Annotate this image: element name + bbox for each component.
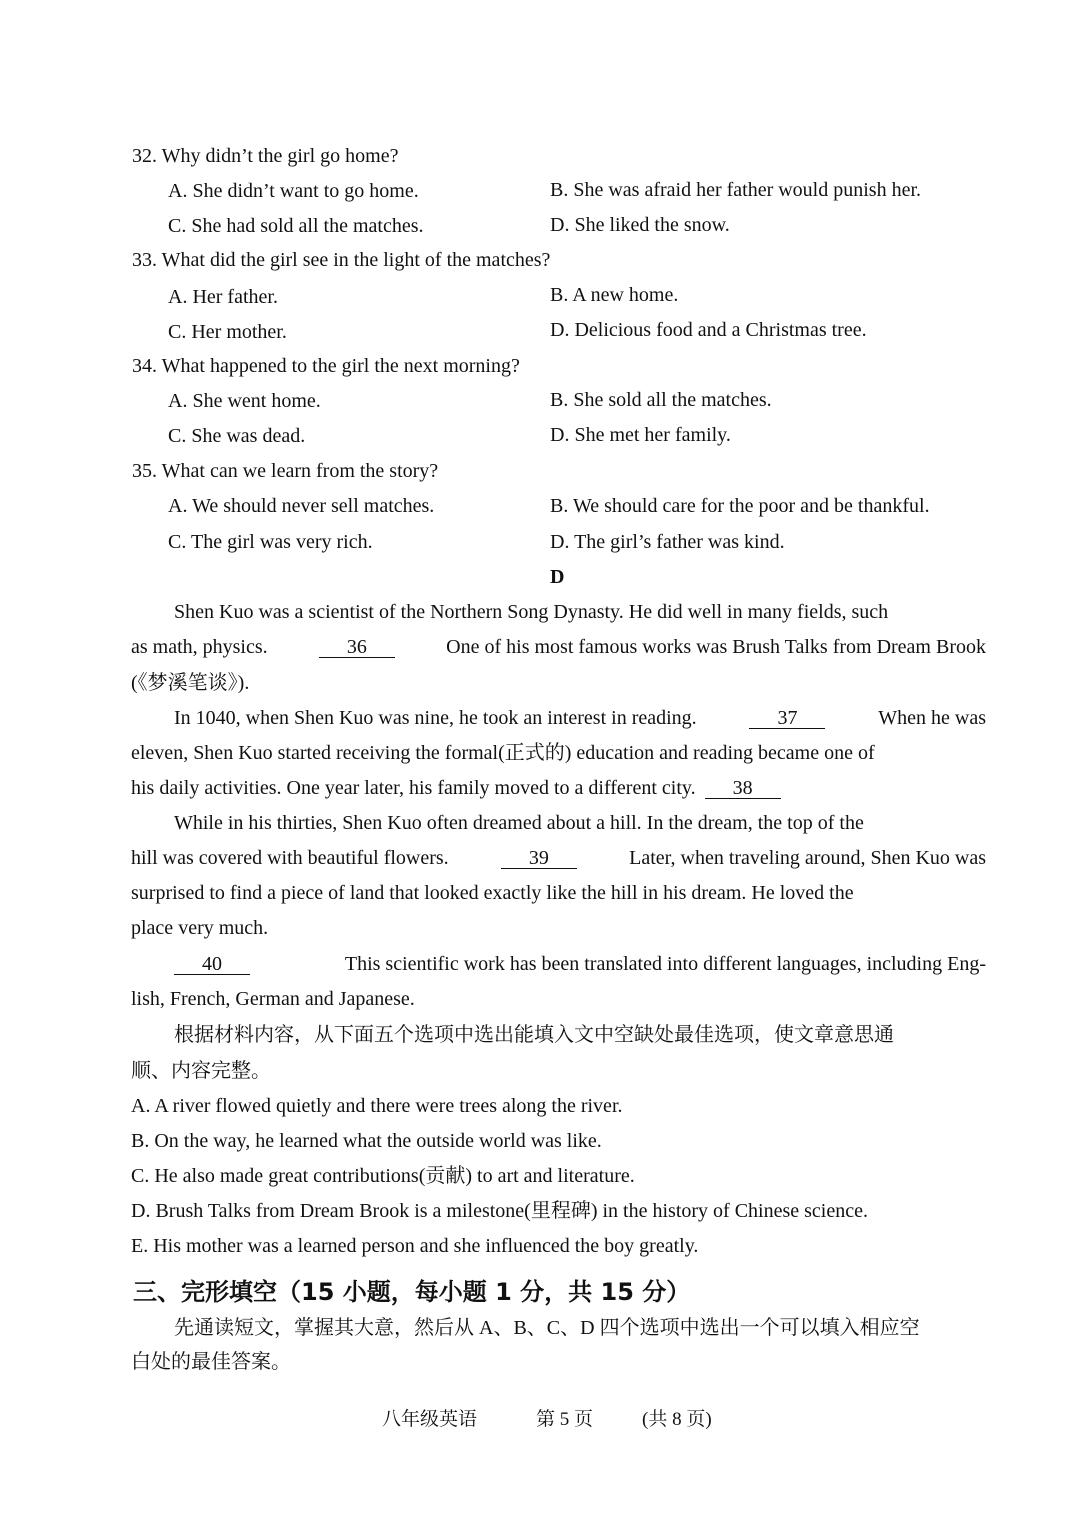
blank-39: 39 <box>501 848 577 869</box>
blank-36: 36 <box>319 637 395 658</box>
intro-text: 先通读短文，掌握其大意，然后从 A、B、C、D 四个选项中选出一个可以填入相应空 <box>174 1317 920 1339</box>
passage-p3-line1 <box>174 813 986 833</box>
passage-p1-line2 <box>131 637 986 658</box>
choice-d: D. Brush Talks from Dream Brook is a milestone(里程碑) in the history of Chinese science. <box>131 1200 868 1222</box>
passage-text: as math, physics. <box>131 636 268 658</box>
option-34-b: B. She sold all the matches. <box>550 389 772 411</box>
footer-page-number: 第 5 页 <box>536 1409 594 1430</box>
option-33-b: B. A new home. <box>550 284 679 306</box>
choice-e: E. His mother was a learned person and she influenced the boy greatly. <box>131 1235 699 1257</box>
choice-c: C. He also made great contributions(贡献) to art and literature. <box>131 1165 635 1187</box>
option-33-c: C. Her mother. <box>168 321 287 343</box>
passage-p4-line2: lish, French, German and Japanese. <box>131 988 415 1010</box>
question-33: 33. What did the girl see in the light of the matches? <box>132 249 551 271</box>
passage-text: hill was covered with beautiful flowers. <box>131 847 449 869</box>
blank-40: 40 <box>174 954 250 975</box>
choice-b: B. On the way, he learned what the outside world was like. <box>131 1130 602 1152</box>
instruction-line1 <box>174 1025 986 1045</box>
option-34-c: C. She was dead. <box>168 425 306 447</box>
passage-p4-line1 <box>174 954 986 975</box>
passage-text: surprised to find a piece of land that looked exactly like the hill in his dream. He loved the <box>131 882 854 904</box>
passage-p1-line1 <box>174 602 986 622</box>
passage-p3-line2 <box>131 848 986 869</box>
passage-text: While in his thirties, Shen Kuo often dreamed about a hill. In the dream, the top of the <box>174 812 864 834</box>
question-35: 35. What can we learn from the story? <box>132 460 439 482</box>
option-35-d: D. The girl’s father was kind. <box>550 531 785 553</box>
section-3-intro-line1 <box>174 1318 986 1338</box>
instruction-line2: 顺、内容完整。 <box>131 1060 271 1082</box>
passage-p2-line1 <box>174 708 986 729</box>
passage-text: When he was <box>878 707 986 729</box>
passage-text: his daily activities. One year later, his family moved to a different city. <box>131 777 696 799</box>
passage-p3-line3 <box>131 883 986 903</box>
passage-text: This scientific work has been translated into different languages, including Eng- <box>344 953 986 975</box>
instruction-text: 根据材料内容，从下面五个选项中选出能填入文中空缺处最佳选项，使文章意思通 <box>174 1024 894 1046</box>
section-3-title: 三、完形填空（15 小题，每小题 1 分，共 15 分） <box>133 1278 691 1306</box>
choice-a: A. A river flowed quietly and there were trees along the river. <box>131 1095 623 1117</box>
blank-38: 38 <box>705 778 781 799</box>
option-32-c: C. She had sold all the matches. <box>168 215 424 237</box>
footer-page-total: (共 8 页) <box>642 1409 712 1430</box>
option-32-a: A. She didn’t want to go home. <box>168 180 419 202</box>
passage-text: eleven, Shen Kuo started receiving the formal(正式的) education and reading became one of <box>131 742 875 764</box>
passage-p2-line2 <box>131 743 986 763</box>
blank-37: 37 <box>749 708 825 729</box>
option-32-b: B. She was afraid her father would punish her. <box>550 179 922 201</box>
passage-p1-line3: (《梦溪笔谈》). <box>131 672 250 694</box>
option-35-c: C. The girl was very rich. <box>168 531 373 553</box>
option-33-a: A. Her father. <box>168 286 278 308</box>
passage-text: In 1040, when Shen Kuo was nine, he took an interest in reading. <box>174 707 697 729</box>
passage-text: One of his most famous works was Brush Talks from Dream Brook <box>446 636 986 658</box>
footer-subject: 八年级英语 <box>382 1409 478 1430</box>
question-34: 34. What happened to the girl the next morning? <box>132 355 520 377</box>
option-33-d: D. Delicious food and a Christmas tree. <box>550 319 867 341</box>
option-35-a: A. We should never sell matches. <box>168 495 435 517</box>
passage-p3-line4: place very much. <box>131 917 269 939</box>
section-d-heading: D <box>550 566 565 588</box>
option-35-b: B. We should care for the poor and be thankful. <box>550 495 930 517</box>
section-3-intro-line2: 白处的最佳答案。 <box>131 1351 291 1373</box>
option-34-d: D. She met her family. <box>550 424 731 446</box>
question-32: 32. Why didn’t the girl go home? <box>132 145 399 167</box>
passage-text: Later, when traveling around, Shen Kuo was <box>629 847 986 869</box>
option-34-a: A. She went home. <box>168 390 321 412</box>
passage-text: Shen Kuo was a scientist of the Northern Song Dynasty. He did well in many fields, such <box>174 601 889 623</box>
passage-p2-line3 <box>131 778 785 799</box>
option-32-d: D. She liked the snow. <box>550 214 730 236</box>
